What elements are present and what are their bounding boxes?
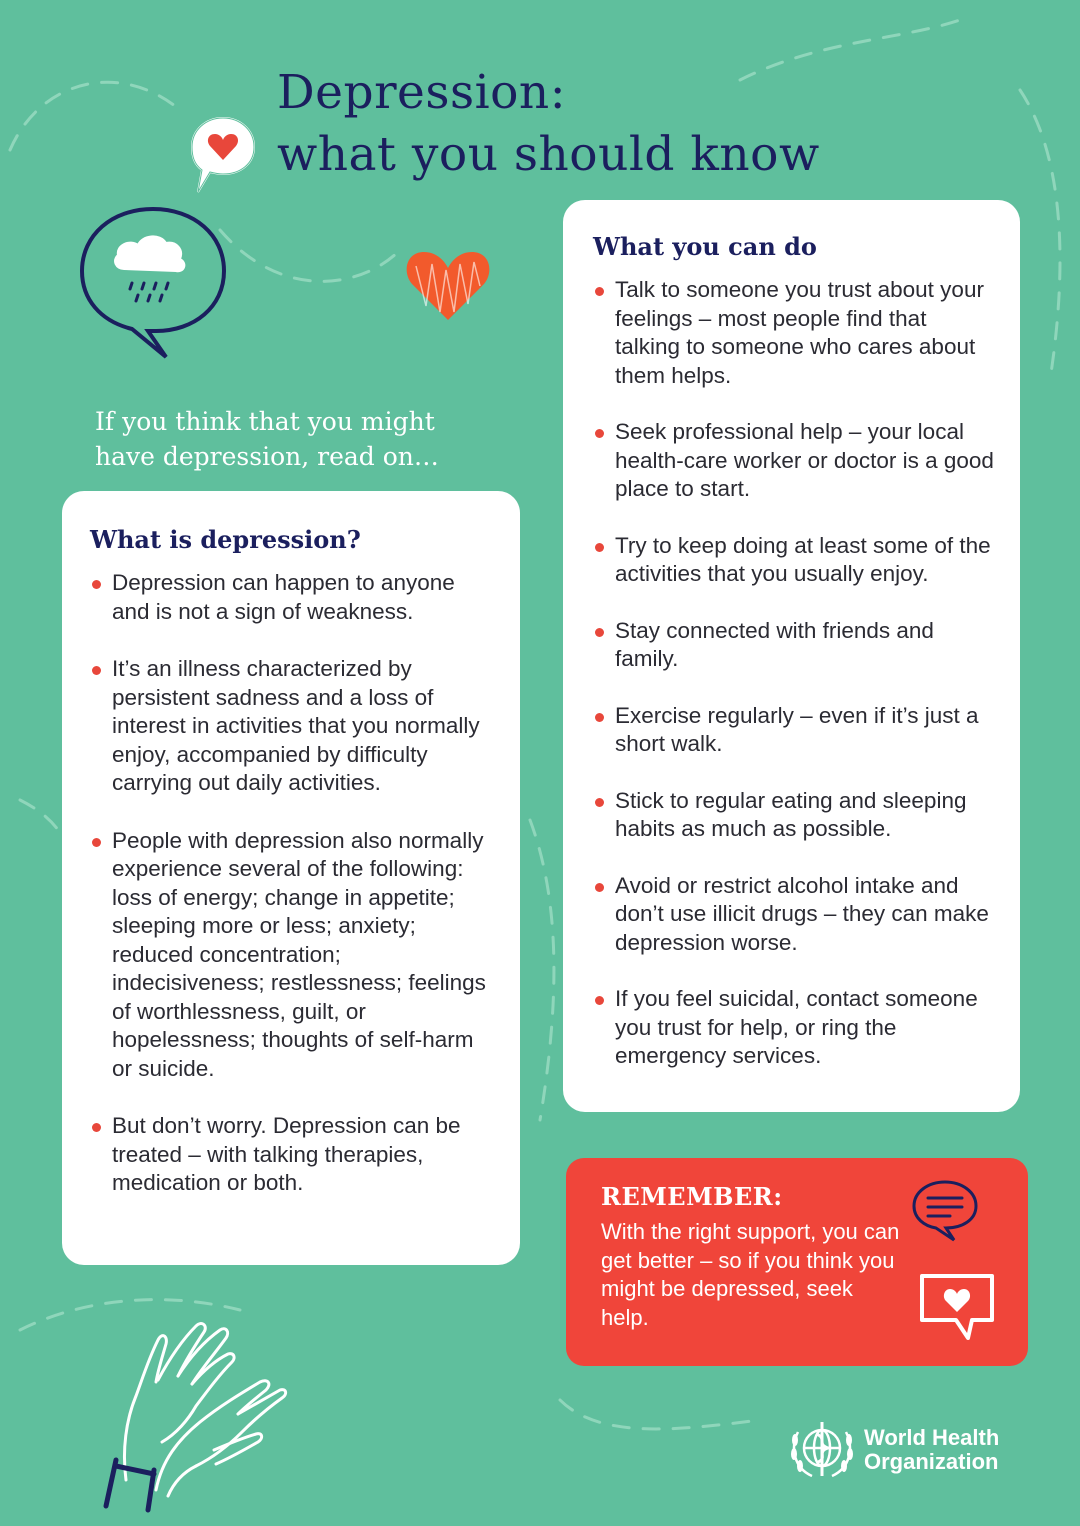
list-item: [90, 1112, 496, 1198]
what-is-depression-heading: What is depression?: [90, 525, 361, 554]
list-item-text: It’s an illness characterized by persistent sadness and a loss of interest in activities that you normally enjoy, accompanied by difficulty carrying out daily activities.: [112, 656, 480, 795]
list-item-text: Depression can happen to anyone and is not a sign of weakness.: [112, 570, 455, 624]
bullet-icon: [92, 666, 101, 675]
bullet-icon: [595, 543, 604, 552]
list-item-text: People with depression also normally experience several of the following: loss of energy; change in appetite; sleeping more or less; anxiety; reduced concentration; indecisiveness; restlessness; feelings of worthlessness, guilt, or hopelessness; thoughts of self-harm or suicide.: [112, 827, 486, 1081]
list-item: [593, 276, 996, 390]
intro-text: [95, 404, 439, 474]
who-logo[interactable]: [786, 1418, 999, 1482]
list-item: [593, 872, 996, 958]
chat-heart-icon: [916, 1270, 998, 1344]
title-line-1: Depression:: [277, 65, 567, 120]
bullet-icon: [595, 713, 604, 722]
who-wordmark: [864, 1426, 999, 1474]
cloud-rain-bubble-icon: [76, 203, 230, 363]
page-title: [277, 62, 820, 186]
what-you-can-do-list: [593, 276, 996, 1071]
who-emblem-icon: [786, 1418, 858, 1482]
bullet-icon: [92, 1123, 101, 1132]
list-item-text: Seek professional help – your local health-care worker or doctor is a good place to start.: [615, 419, 994, 501]
list-item-text: Stick to regular eating and sleeping habits as much as possible.: [615, 787, 967, 841]
list-item: [90, 827, 496, 1084]
speech-heart-icon: [188, 114, 258, 196]
bullet-icon: [595, 996, 604, 1005]
intro-line-1: If you think that you might: [95, 407, 435, 436]
bullet-icon: [92, 838, 101, 847]
what-you-can-do-heading: What you can do: [593, 232, 817, 261]
title-line-2: what you should know: [277, 127, 820, 182]
hands-icon: [96, 1310, 296, 1515]
list-item: [593, 617, 996, 674]
list-item: [90, 569, 496, 626]
list-item: [593, 985, 996, 1071]
list-item: [593, 532, 996, 589]
chat-lines-icon: [910, 1178, 980, 1244]
bullet-icon: [92, 580, 101, 589]
list-item-text: Avoid or restrict alcohol intake and don’t use illicit drugs – they can make depression worse.: [615, 872, 989, 955]
list-item: [593, 418, 996, 504]
what-is-depression-list: [90, 569, 496, 1198]
who-name-line-1: World Health: [864, 1425, 1000, 1450]
bullet-icon: [595, 883, 604, 892]
what-is-depression-card: [62, 491, 520, 1265]
what-you-can-do-card: [563, 200, 1020, 1112]
who-name-line-2: Organization: [864, 1449, 999, 1474]
bullet-icon: [595, 429, 604, 438]
heart-icon: [402, 246, 494, 324]
list-item-text: But don’t worry. Depression can be treated – with talking therapies, medication or both.: [112, 1113, 461, 1195]
list-item: [593, 702, 996, 759]
bullet-icon: [595, 798, 604, 807]
intro-line-2: have depression, read on…: [95, 442, 439, 471]
list-item-text: Stay connected with friends and family.: [615, 617, 934, 671]
bullet-icon: [595, 287, 604, 296]
list-item: [90, 655, 496, 798]
remember-heading: REMEMBER:: [601, 1182, 783, 1211]
list-item-text: If you feel suicidal, contact someone you trust for help, or ring the emergency services.: [615, 986, 978, 1068]
remember-text: With the right support, you can get better – so if you think you might be depressed, seek help.: [601, 1219, 900, 1330]
list-item-text: Talk to someone you trust about your feelings – most people find that talking to someone who cares about them helps.: [615, 277, 984, 388]
list-item-text: Try to keep doing at least some of the activities that you usually enjoy.: [615, 532, 991, 586]
list-item: [593, 787, 996, 844]
list-item-text: Exercise regularly – even if it’s just a short walk.: [615, 702, 979, 756]
bullet-icon: [595, 628, 604, 637]
